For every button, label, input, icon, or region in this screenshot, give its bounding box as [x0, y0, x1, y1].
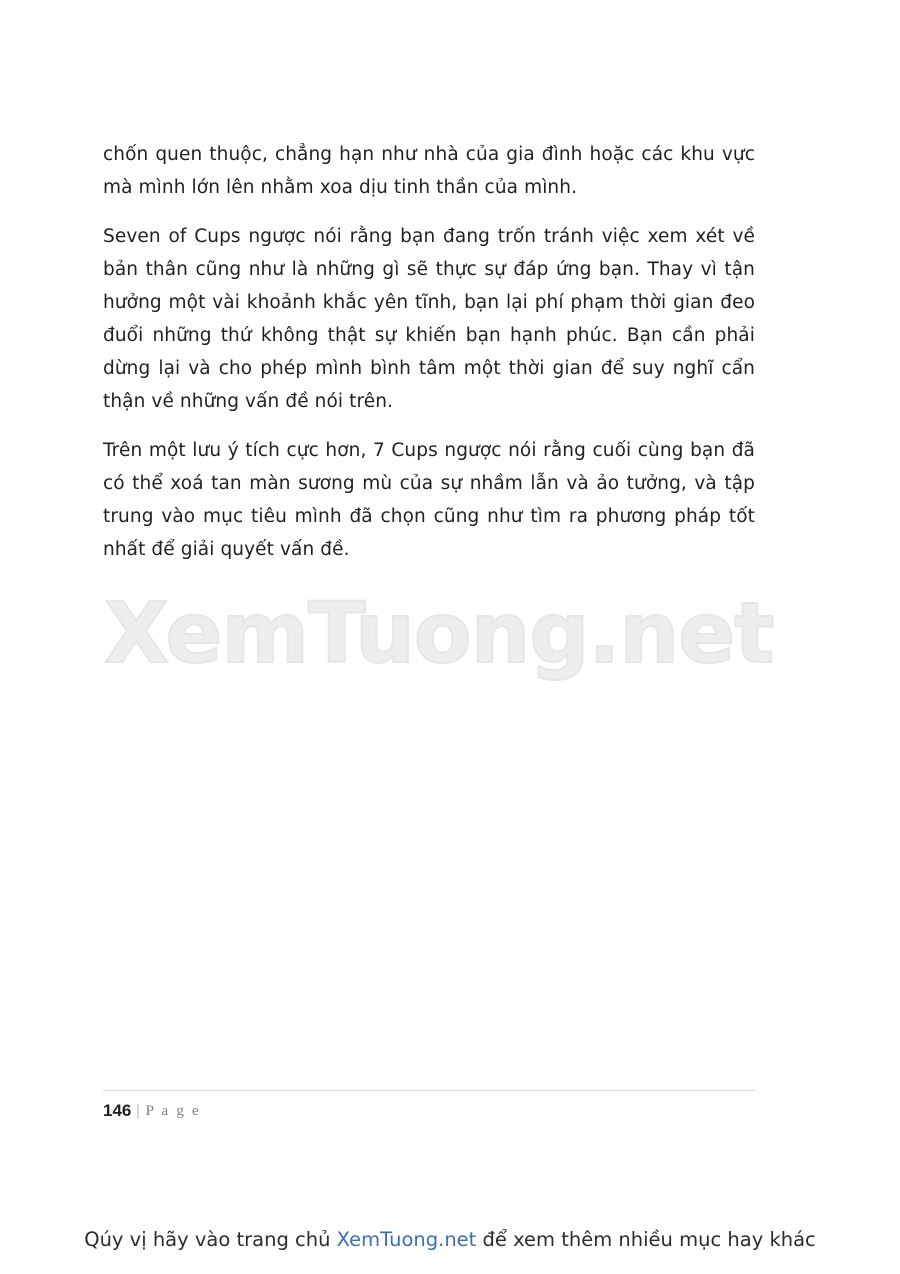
paragraph-1: chốn quen thuộc, chẳng hạn như nhà của gia đình hoặc các khu vực mà mình lớn lên nhằm xoa dịu tinh thần của mình.: [103, 144, 755, 198]
page-body: [103, 138, 755, 566]
watermark: [104, 578, 794, 688]
bottom-banner: [0, 1228, 900, 1251]
page-footer: [103, 1098, 755, 1124]
bottom-banner-brand: XemTuong.net: [336, 1228, 477, 1251]
paragraph-2: Seven of Cups ngược nói rằng bạn đang trốn tránh việc xem xét về bản thân cũng như là những gì sẽ thực sự đáp ứng bạn. Thay vì tận hưởng một vài khoảnh khắc yên tĩnh, bạn lại phí phạm thời gian đeo đuổi những thứ không thật sự khiến bạn hạnh phúc. Bạn cần phải dừng lại và cho phép mình bình tâm một thời gian để suy nghĩ cẩn thận về những vấn đề nói trên.: [103, 226, 755, 412]
footer-page-label: P a g e: [145, 1102, 201, 1119]
footer-divider: [103, 1090, 755, 1091]
footer-separator: |: [136, 1102, 140, 1119]
bottom-banner-before: Qúy vị hãy vào trang chủ: [84, 1228, 337, 1251]
bottom-banner-after: để xem thêm nhiều mục hay khác: [476, 1228, 816, 1251]
page-number: 146: [103, 1101, 132, 1120]
watermark-text: XemTuong.net: [104, 584, 774, 682]
paragraph-3: Trên một lưu ý tích cực hơn, 7 Cups ngược nói rằng cuối cùng bạn đã có thể xoá tan màn sương mù của sự nhầm lẫn và ảo tưởng, và tập trung vào mục tiêu mình đã chọn cũng như tìm ra phương pháp tốt nhất để giải quyết vấn đề.: [103, 440, 755, 560]
